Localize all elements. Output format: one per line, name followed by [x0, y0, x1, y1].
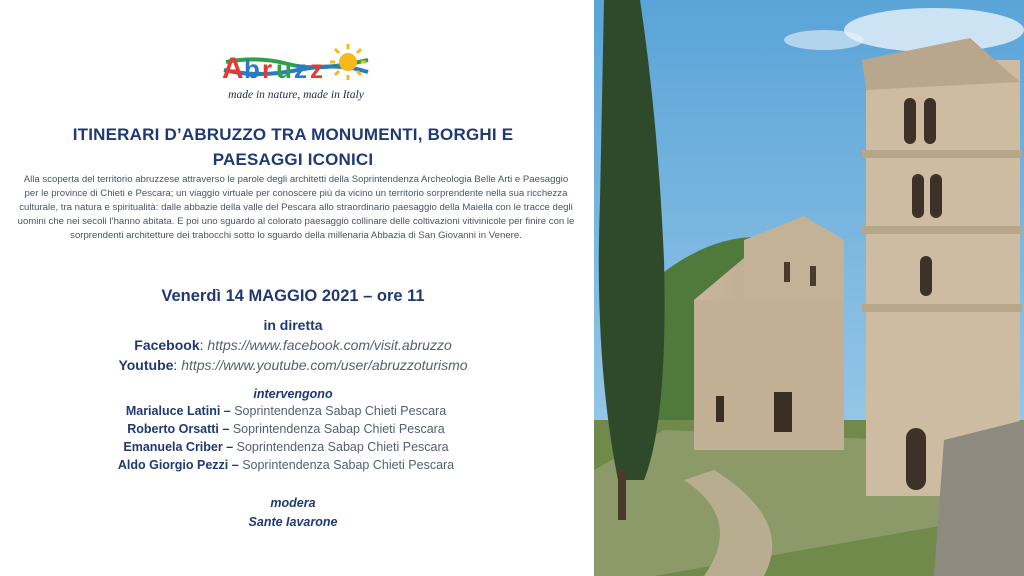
moderator-heading: modera: [270, 496, 316, 510]
speaker-row: [0, 422, 572, 436]
speakers-heading: intervengono: [253, 387, 333, 401]
speaker-separator: –: [222, 440, 237, 454]
svg-text:r: r: [262, 54, 273, 84]
facebook-label: Facebook: [134, 337, 200, 353]
youtube-link[interactable]: https://www.youtube.com/user/abruzzoturismo: [181, 357, 468, 373]
facebook-link[interactable]: https://www.facebook.com/visit.abruzzo: [207, 337, 452, 353]
facebook-separator: :: [199, 337, 208, 353]
speaker-row: [0, 458, 572, 472]
live-label: in diretta: [263, 317, 323, 333]
svg-text:A: A: [222, 52, 244, 85]
event-description: Alla scoperta del territorio abruzzese attraverso le parole degli architetti della Soprintendenza Archeologia Belle Arti e Paesaggio per le province di Chieti e Pescara; un viaggio virtuale per conoscere più da vicino un territorio sorprendente nella sua ricchezza culturale, tra natura e spiritualità: dalle abbazie della valle del Pescara allo straordinario paesaggio della Maiella con le tracce degli uomini che nei secoli l’hanno abitata. E poi uno sguardo al colorato paesaggio collinare delle coltivazioni vitivinicole per finire con le sorprendenti architetture dei trabocchi sotto lo sguardo della millenaria Abbazia di San Giovanni in Venere.: [17, 174, 575, 241]
logo-tagline: made in nature, made in Italy: [228, 89, 364, 101]
abbey-photo: [594, 0, 1024, 576]
event-date: Venerdì 14 MAGGIO 2021 – ore 11: [161, 287, 425, 305]
svg-text:u: u: [276, 54, 292, 84]
facebook-line: [0, 337, 586, 353]
speaker-role: Soprintendenza Sabap Chieti Pescara: [234, 404, 447, 418]
speaker-row: [0, 440, 572, 454]
speaker-role: Soprintendenza Sabap Chieti Pescara: [236, 440, 449, 454]
speaker-name: Marialuce Latini: [125, 404, 221, 418]
speaker-row: [0, 404, 572, 418]
event-title: [20, 122, 566, 172]
svg-text:z: z: [310, 54, 323, 84]
speaker-separator: –: [220, 404, 235, 418]
speaker-name: Aldo Giorgio Pezzi: [117, 458, 229, 472]
event-title-line-2: PAESAGGI ICONICI: [212, 150, 374, 169]
speaker-role: Soprintendenza Sabap Chieti Pescara: [242, 458, 455, 472]
svg-text:z: z: [294, 54, 307, 84]
youtube-separator: :: [173, 357, 182, 373]
speaker-separator: –: [228, 458, 243, 472]
youtube-line: [0, 357, 586, 373]
speaker-name: Roberto Orsatti: [127, 422, 219, 436]
speaker-separator: –: [218, 422, 233, 436]
svg-text:b: b: [244, 54, 260, 84]
moderator-name: Sante Iavarone: [248, 515, 338, 529]
youtube-label: Youtube: [118, 357, 174, 373]
speaker-name: Emanuela Criber: [123, 440, 223, 454]
event-title-line-1: ITINERARI D’ABRUZZO TRA MONUMENTI, BORGHI E: [72, 125, 514, 144]
speaker-role: Soprintendenza Sabap Chieti Pescara: [232, 422, 445, 436]
